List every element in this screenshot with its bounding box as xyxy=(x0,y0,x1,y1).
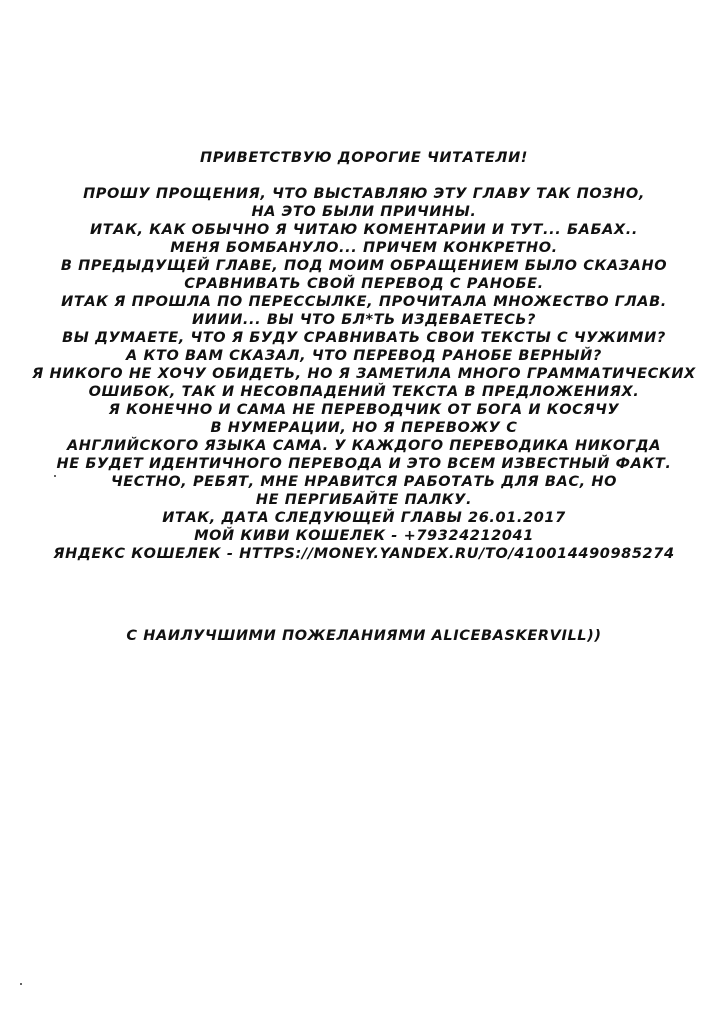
body-line-4: МЕНЯ БОМБАНУЛО... ПРИЧЕМ КОНКРЕТНО. xyxy=(170,240,558,256)
body-line-8: ИИИИ... ВЫ ЧТО БЛ*ТЬ ИЗДЕВАЕТЕСЬ? xyxy=(191,312,537,328)
next-chapter-date-line: ИТАК, ДАТА СЛЕДУЮЩЕЙ ГЛАВЫ 26.01.2017 xyxy=(162,510,566,526)
body-line-16: НЕ БУДЕТ ИДЕНТИЧНОГО ПЕРЕВОДА И ЭТО ВСЕМ ИЗВЕСТНЫЙ ФАКТ. xyxy=(56,456,672,472)
body-line-1: ПРОШУ ПРОЩЕНИЯ, ЧТО ВЫСТАВЛЯЮ ЭТУ ГЛАВУ ТАК ПОЗНО, xyxy=(83,186,645,202)
qiwi-wallet-line: МОЙ КИВИ КОШЕЛЕК - +79324212041 xyxy=(194,528,534,544)
body-line-15: АНГЛИЙСКОГО ЯЗЫКА САМА. У КАЖДОГО ПЕРЕВОДИКА НИКОГДА xyxy=(66,438,662,454)
signoff-line: С НАИЛУЧШИМИ ПОЖЕЛАНИЯМИ ALICEBASKERVILL)) xyxy=(126,628,602,644)
body-line-2: НА ЭТО БЫЛИ ПРИЧИНЫ. xyxy=(251,204,477,220)
body-line-17: ЧЕСТНО, РЕБЯТ, МНЕ НРАВИТСЯ РАБОТАТЬ ДЛЯ ВАС, НО xyxy=(110,474,618,490)
body-line-14: В НУМЕРАЦИИ, НО Я ПЕРЕВОЖУ С xyxy=(210,420,518,436)
greeting-line: ПРИВЕТСТВУЮ ДОРОГИЕ ЧИТАТЕЛИ! xyxy=(199,150,529,166)
yandex-wallet-line: ЯНДЕКС КОШЕЛЕК - HTTPS://MONEY.YANDEX.RU/TO/410014490985274 xyxy=(53,546,675,562)
body-line-7: ИТАК Я ПРОШЛА ПО ПЕРЕССЫЛКЕ, ПРОЧИТАЛА МНОЖЕСТВО ГЛАВ. xyxy=(61,294,667,310)
body-line-11: Я НИКОГО НЕ ХОЧУ ОБИДЕТЬ, НО Я ЗАМЕТИЛА МНОГО ГРАММАТИЧЕСКИХ xyxy=(32,366,696,382)
body-line-12: ОШИБОК, ТАК И НЕСОВПАДЕНИЙ ТЕКСТА В ПРЕДЛОЖЕНИЯХ. xyxy=(88,384,640,400)
body-line-5: В ПРЕДЫДУЩЕЙ ГЛАВЕ, ПОД МОИМ ОБРАЩЕНИЕМ БЫЛО СКАЗАНО xyxy=(60,258,668,274)
body-line-13: Я КОНЕЧНО И САМА НЕ ПЕРЕВОДЧИК ОТ БОГА И КОСЯЧУ xyxy=(108,402,620,418)
body-line-18: НЕ ПЕРГИБАЙТЕ ПАЛКУ. xyxy=(255,492,473,508)
body-line-3: ИТАК, КАК ОБЫЧНО Я ЧИТАЮ КОМЕНТАРИИ И ТУТ... БАБАХ.. xyxy=(90,222,638,238)
body-line-10: А КТО ВАМ СКАЗАЛ, ЧТО ПЕРЕВОД РАНОБЕ ВЕРНЫЙ? xyxy=(126,348,602,364)
body-line-9: ВЫ ДУМАЕТЕ, ЧТО Я БУДУ СРАВНИВАТЬ СВОИ ТЕКСТЫ С ЧУЖИМИ? xyxy=(62,330,666,346)
scan-speck xyxy=(20,983,22,985)
body-line-6: СРАВНИВАТЬ СВОЙ ПЕРЕВОД С РАНОБЕ. xyxy=(184,276,544,292)
scan-speck xyxy=(54,475,56,477)
